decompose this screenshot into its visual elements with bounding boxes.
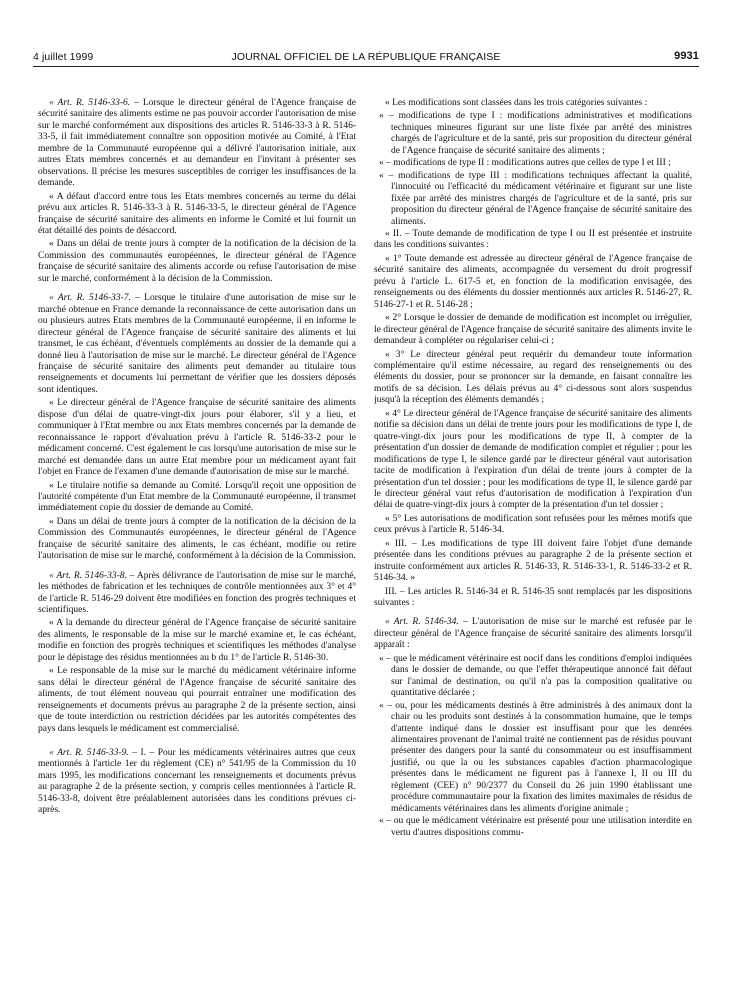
paragraph: « Dans un délai de trente jours à compter de la notification de la décision de la Commission des communautés européennes, le directeur général de l'Agence française de sécurité sanitaire des aliments accorde ou refuse l'autorisation de mise sur le marché, conformément à la décision de la Commission. — [38, 239, 356, 284]
paragraph: « 1° Toute demande est adressée au directeur général de l'Agence française de sécurité sanitaire des aliments, accompagnée du versement du droit progressif prévu à l'article L. 617-5 et, en fonction de la modification envisagée, des renseignements ou des éléments du dossier mentionnés aux articles R. 5146-27, R. 5146-27-1 et R. 5146-28 ; — [374, 253, 692, 310]
list-item: « – modifications de type III : modifications techniques affectant la qualité, l'innocuité ou l'efficacité du médicament vétérinaire et figurant sur une liste fixée par arrêté des ministres chargés de l'agriculture et de la santé, pris sur proposition du directeur général de l'Agence française de sécurité sanitaire des aliments. — [379, 170, 692, 227]
paragraph: « 5° Les autorisations de modification sont refusées pour les mêmes motifs que ceux prévus à l'article R. 5146-34. — [374, 513, 692, 536]
paragraph-text: – Après délivrance de l'autorisation de mise sur le marché, les méthodes de fabrication et les techniques de contrôle mentionnées aux 3° et 4° de l'article R. 5146-29 doivent être modifiées en fonction des progrès techniques et scientifiques. — [38, 570, 356, 616]
art-33-9-paragraph — [38, 748, 356, 817]
paragraph: « III. – Les modifications de type III doivent faire l'objet d'une demande présentée dans les conditions prévues au paragraphe 2 de la présente section et instruite conformément aux articles R. 5146-33, R. 5146-33-1, R. 5146-33-2 et R. 5146-34. » — [374, 538, 692, 584]
article-ref: « Art. R. 5146-33-9. — [49, 748, 129, 759]
paragraph: « A la demande du directeur général de l'Agence française de sécurité sanitaire des aliments, le responsable de la mise sur le marché examine et, le cas échéant, modifie en fonction des progrès techniques et scientifiques les méthodes d'analyse pour le dépistage des résidus mentionnées au b du 1° de l'article R. 5146-30. — [38, 618, 356, 663]
paragraph-text: – Lorsque le directeur général de l'Agence française de sécurité sanitaire des aliments estime ne pas pouvoir accorder l'autorisation de mise sur le marché conformément aux dispositions des articles R. 5146-33-3 à R. 5146-33-5, il fait immédiatement connaître son opposition motivée au Comité, à l'Etat membre de la Communauté européenne qui a délivré l'autorisation initiale, aux autres Etats membres concernés et au demandeur en l'invitant à présenter ses observations. Il précise les mesures susceptibles de corriger les insuffisances de la demande. — [38, 98, 356, 189]
paragraph: « Le directeur général de l'Agence française de sécurité sanitaire des aliments dispose d'un délai de quatre-vingt-dix jours pour élaborer, s'il y a lieu, et communiquer à l'Etat membre ou aux Etats membres concernés par la demande de reconnaissance le rapport d'évaluation prévu à l'article R. 5146-33-2 pour le médicament concerné. C'est également le cas lorsqu'une autorisation de mise sur le marché est demandée dans un autre Etat membre pour un médicament ayant fait l'objet en France de l'examen d'une demande d'autorisation de mise sur le marché. — [38, 398, 356, 478]
page-number: 9931 — [674, 50, 699, 62]
list-item: « – que le médicament vétérinaire est nocif dans les conditions d'emploi indiquées dans le dossier de demande, ou que l'effet thérapeutique annoncé fait défaut sur l'animal de destination, ou qu'il n'a pas la composition qualitative ou quantitative déclarée ; — [379, 653, 692, 699]
art-33-7-paragraph — [38, 293, 356, 396]
list-item: « – modifications de type II : modifications autres que celles de type I et III ; — [379, 158, 671, 169]
art-33-6-paragraph — [38, 98, 356, 190]
art-33-8-paragraph — [38, 571, 356, 617]
paragraph: « Le responsable de la mise sur le marché du médicament vétérinaire informe sans délai le directeur général de l'Agence française de sécurité sanitaire des aliments, de tout élément nouveau qui pourrait entraîner une modification des renseignements et documents prévus au paragraphe 2 de la présente section, ainsi que de toute interdiction ou restriction décidées par les autorités compétentes des pays dans lesquels le médicament est commercialisé. — [38, 666, 356, 734]
article-ref: « Art. R. 5146-33-7. — [49, 293, 131, 304]
paragraph: « Dans un délai de trente jours à compter de la notification de la décision de la Commission des Communautés européennes, le directeur général de l'Agence française de sécurité sanitaire des aliments, le cas échéant, modifie ou retire l'autorisation de mise sur le marché, conformément à la décision de la Commission. — [38, 516, 356, 562]
list-item: « – ou, pour les médicaments destinés à être administrés à des animaux dont la chair ou les produits sont destinés à la consommation humaine, que le temps d'attente indiqué dans le dossier est insuffisant pour que les denrées alimentaires provenant de l'animal traité ne contiennent pas de résidus pouvant présenter des dangers pour la santé du consommateur ou est insuffisamment justifié, ou que la ou les substances capables d'action pharmacologique présentes dans le médicament ne figurent pas à l'annexe I, II ou III du règlement (CEE) n° 90/2377 du Conseil du 26 juin 1990 établissant une procédure communautaire pour la fixation des limites maximales de résidus de médicaments vétérinaires dans les aliments d'origine animale ; — [379, 700, 692, 814]
paragraph: « Les modifications sont classées dans les trois catégories suivantes : — [385, 98, 648, 108]
header-rule — [33, 66, 699, 67]
list-item: « – modifications de type I : modifications administratives et modifications techniques mineures figurant sur une liste fixée par arrêté des ministres chargés de l'agriculture et de la santé, pris sur proposition du directeur général de l'Agence française de sécurité sanitaire des aliments ; — [379, 111, 692, 156]
issue-date: 4 juillet 1999 — [33, 51, 94, 63]
list-item: « – ou que le médicament vétérinaire est présenté pour une utilisation interdite en vertu d'autres dispositions commu- — [379, 816, 692, 838]
journal-title: JOURNAL OFFICIEL DE LA RÉPUBLIQUE FRANÇAISE — [231, 51, 501, 63]
paragraph: « A défaut d'accord entre tous les Etats membres concernés au terme du délai prévu aux articles R. 5146-33-3 à R. 5146-33-5, le directeur général de l'Agence française de sécurité sanitaire des aliments en informe le Comité et lui fournit un état détaillé des points de désaccord. — [38, 191, 356, 236]
paragraph: « 4° Le directeur général de l'Agence française de sécurité sanitaire des aliments notifie sa décision dans un délai de trente jours pour les modifications de type I, de quatre-vingt-dix jours pour les modifications de type II, à compter de la présentation d'un dossier de demande de modification complet et régulier ; pour les modifications de type I, le silence gardé par le directeur général vaut autorisation tacite de modification à l'expiration d'un délai de trente jours à compter de la présentation d'un tel dossier ; pour les modifications de type II, le silence gardé par le directeur général vaut refus d'autorisation de modification à l'expiration d'un délai de quatre-vingt-dix jours à compter de la présentation d'un tel dossier ; — [374, 408, 692, 511]
page-header — [33, 49, 699, 65]
art-34-paragraph — [374, 617, 692, 651]
paragraph-text: – I. – Pour les médicaments vétérinaires autres que ceux mentionnés à l'article 1er du règlement (CE) n° 541/95 de la Commission du 10 mars 1995, les modifications concernant les renseignements et documents prévus au paragraphe 2 de la présente section, y compris celles mentionnées à l'article R. 5146-33-8, doivent être préalablement autorisées dans les conditions prévues ci-après. — [38, 748, 356, 816]
paragraph: III. – Les articles R. 5146-34 et R. 5146-35 sont remplacés par les dispositions suivantes : — [374, 586, 692, 609]
article-ref: « Art. R. 5146-34. — [385, 617, 459, 628]
paragraph: « 3° Le directeur général peut requérir du demandeur toute information complémentaire qu'il estime nécessaire, au regard des renseignements ou des éléments du dossier, pour se prononcer sur la demande, en faisant connaître les motifs de sa décision. Les délais prévus au 4° ci-dessous sont alors suspendus jusqu'à la réception des éléments demandés ; — [374, 349, 692, 406]
paragraph: « Le titulaire notifie sa demande au Comité. Lorsqu'il reçoit une opposition de l'autorité compétente d'un Etat membre de la Communauté européenne, il transmet immédiatement copie du dossier de demande au Comité. — [38, 480, 356, 514]
paragraph-text: – Lorsque le titulaire d'une autorisation de mise sur le marché obtenue en France demande la reconnaissance de cette autorisation dans un ou plusieurs autres Etats membres de la Communauté européenne, il en informe le directeur général de l'Agence française de sécurité sanitaire des aliments et lui transmet, le cas échéant, d'éventuels compléments au dossier de la demande qui a donné lieu à l'autorisation de mise sur le marché. Le directeur général de l'Agence française de sécurité sanitaire des aliments peut demander au titulaire tous renseignements et documents lui permettant de vérifier que les dossiers déposés sont identiques. — [38, 293, 356, 395]
paragraph: « 2° Lorsque le dossier de demande de modification est incomplet ou irrégulier, le directeur général de l'Agence française de sécurité sanitaire des aliments invite le demandeur à compléter ou régulariser celui-ci ; — [374, 313, 692, 347]
left-column — [38, 98, 356, 983]
article-ref: « Art. R. 5146-33-8. — [49, 570, 127, 581]
paragraph-text: – L'autorisation de mise sur le marché est refusée par le directeur général de l'Agence française de sécurité sanitaire des aliments lorsqu'il apparaît : — [374, 617, 692, 651]
right-column — [374, 98, 692, 983]
paragraph: « II. – Toute demande de modification de type I ou II est présentée et instruite dans les conditions suivantes : — [374, 228, 692, 251]
article-ref: « Art. R. 5146-33-6. — [49, 98, 131, 108]
